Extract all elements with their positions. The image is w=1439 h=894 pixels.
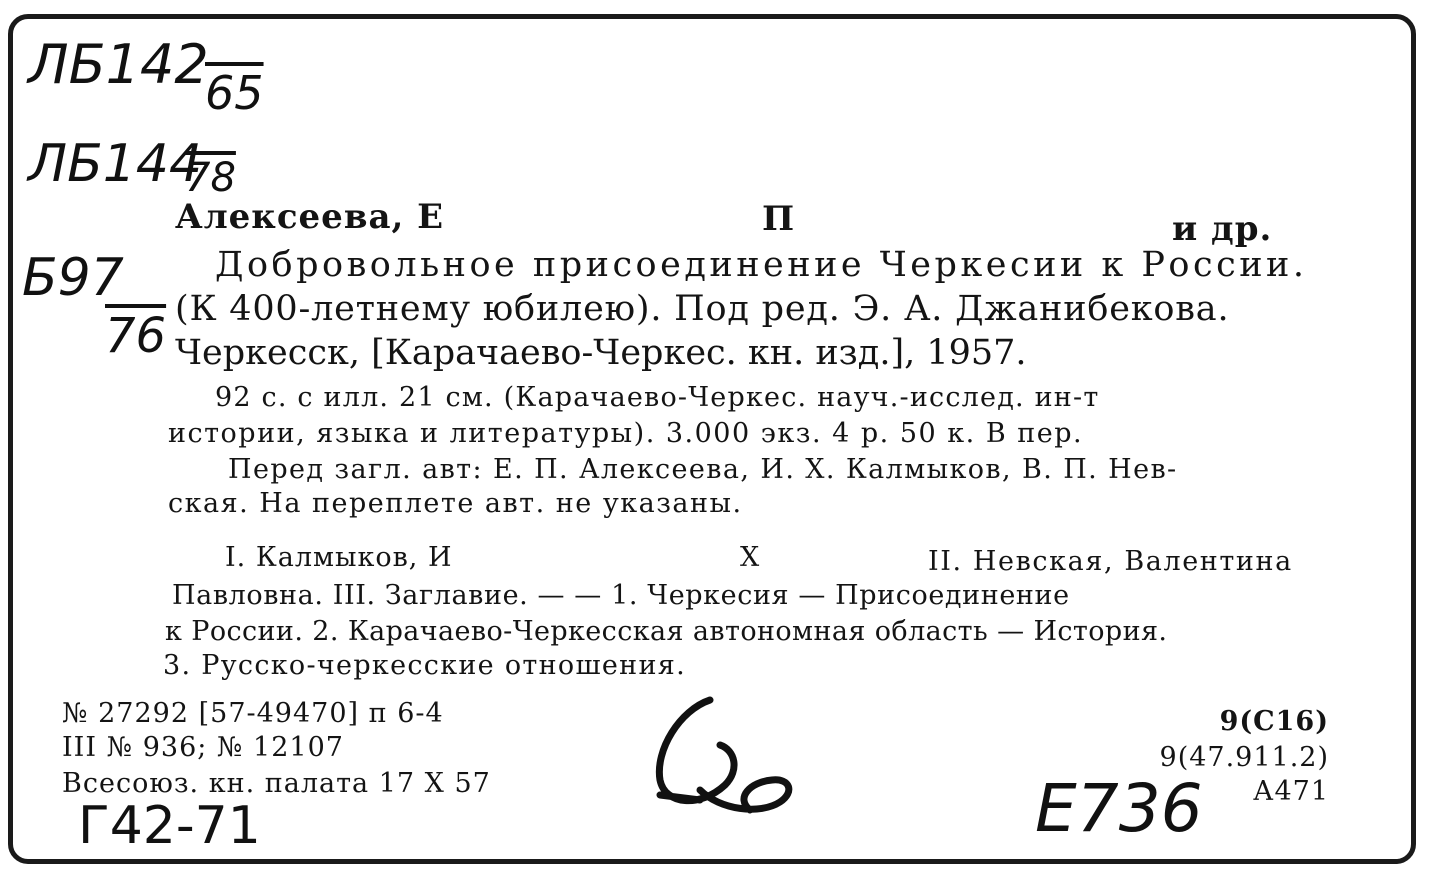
description-line-3: Перед загл. авт: Е. П. Алексеева, И. Х. Калмыков, В. П. Нев- xyxy=(228,454,1178,485)
handwritten-call-number-1-sup: 65 xyxy=(205,66,264,120)
footer-left-line-1: № 27292 [57-49470] п 6-4 xyxy=(62,698,444,729)
classification-2: 9(47.911.2) xyxy=(1159,742,1329,773)
handwritten-bottom-right: Е736 xyxy=(1035,770,1203,847)
footer-left-line-2: III № 936; № 12107 xyxy=(62,732,344,763)
handwritten-call-number-2-sup: 78 xyxy=(185,155,236,201)
handwritten-bottom-left: Г42-71 xyxy=(78,796,261,856)
author-mark: А471 xyxy=(1253,776,1329,807)
tracing-line-3: к России. 2. Карачаево-Черкесская автономная область — История. xyxy=(165,616,1168,647)
title-line-1: Добровольное присоединение Черкесии к России. xyxy=(215,245,1308,285)
author-name: Алексеева, Е xyxy=(175,197,445,237)
footer-left-line-3: Всесоюз. кн. палата 17 Х 57 xyxy=(62,768,491,799)
handwritten-call-number-3: Б97 xyxy=(22,248,124,308)
description-line-1: 92 с. с илл. 21 см. (Карачаево-Черкес. науч.-исслед. ин-т xyxy=(215,382,1100,413)
handwritten-call-number-3-sub: 76 xyxy=(105,308,167,364)
handwritten-call-number-2: ЛБ144 xyxy=(28,134,203,194)
tracing-line-4: 3. Русско-черкесские отношения. xyxy=(163,650,686,681)
title-line-2: (К 400-летнему юбилею). Под ред. Э. А. Джанибекова. xyxy=(175,289,1230,329)
title-line-3: Черкесск, [Карачаево-Черкес. кн. изд.], 1957. xyxy=(175,333,1027,373)
author-initial: П xyxy=(762,199,796,239)
et-al: и др. xyxy=(1172,209,1273,249)
tracing-line-1b: Х xyxy=(740,542,761,573)
tracing-line-1a: I. Калмыков, И xyxy=(225,542,453,573)
handwritten-scribble xyxy=(640,690,820,830)
description-line-4: ская. На переплете авт. не указаны. xyxy=(168,488,743,519)
description-line-2: истории, языка и литературы). 3.000 экз. 4 р. 50 к. В пер. xyxy=(168,418,1084,449)
tracing-line-2: Павловна. III. Заглавие. — — 1. Черкесия — Присоединение xyxy=(172,580,1070,611)
classification-1: 9(С16) xyxy=(1219,706,1329,737)
handwritten-call-number-1: ЛБ142 xyxy=(28,33,209,96)
tracing-line-1c: II. Невская, Валентина xyxy=(928,546,1293,577)
